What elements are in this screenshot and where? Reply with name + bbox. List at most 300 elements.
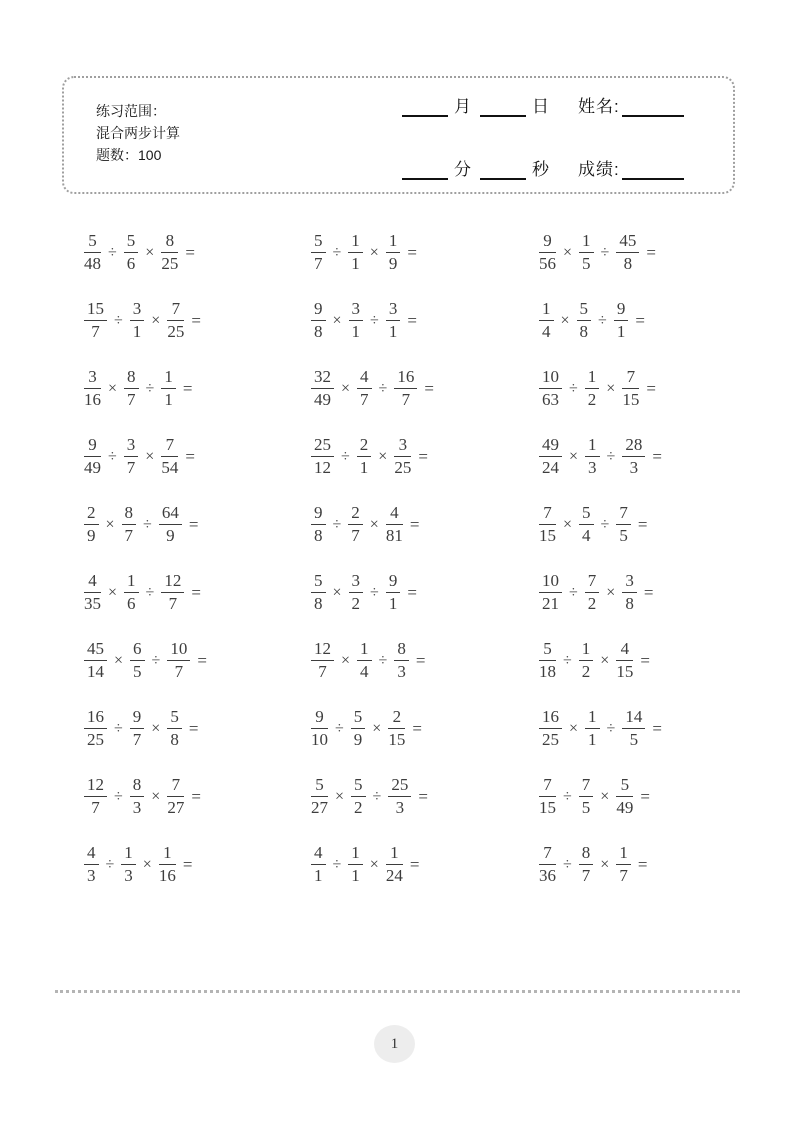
multiply-operator: × (372, 720, 382, 737)
denominator: 7 (581, 865, 591, 885)
multiply-operator: × (151, 788, 161, 805)
fraction (539, 775, 556, 816)
denominator: 16 (158, 865, 176, 885)
fraction (579, 231, 594, 272)
fraction (161, 231, 178, 272)
problem (539, 503, 724, 544)
divide-operator: ÷ (332, 244, 342, 261)
multiply-operator: × (560, 312, 570, 329)
denominator: 8 (314, 321, 323, 341)
divide-operator: ÷ (563, 856, 572, 873)
denominator: 27 (167, 797, 185, 817)
problem (539, 231, 724, 272)
divide-operator: ÷ (378, 652, 388, 669)
denominator: 16 (84, 389, 101, 409)
equals-sign: = (407, 583, 417, 602)
numerator: 5 (579, 503, 594, 524)
fraction (579, 843, 594, 884)
denominator: 24 (385, 865, 403, 885)
divide-operator: ÷ (598, 312, 607, 329)
divide-operator: ÷ (332, 516, 342, 533)
equals-sign: = (182, 379, 193, 398)
denominator: 27 (311, 797, 328, 817)
denominator: 8 (579, 321, 589, 341)
denominator: 1 (164, 389, 173, 409)
fraction (388, 707, 405, 748)
fraction (130, 299, 145, 340)
fraction (124, 435, 139, 476)
problem (311, 435, 539, 476)
equals-sign: = (409, 855, 420, 874)
fraction (579, 503, 594, 544)
numerator: 5 (167, 707, 182, 728)
numerator: 9 (311, 707, 328, 728)
numerator: 5 (539, 639, 556, 660)
fraction (394, 367, 417, 408)
fraction (84, 231, 101, 272)
fraction (159, 843, 176, 884)
page-number: 1 (390, 1035, 399, 1052)
fraction (386, 231, 401, 272)
problem (84, 299, 311, 340)
numerator: 7 (539, 775, 556, 796)
numerator: 3 (130, 299, 145, 320)
numerator: 1 (121, 843, 136, 864)
divide-operator: ÷ (332, 856, 342, 873)
denominator: 25 (394, 457, 412, 477)
numerator: 7 (167, 775, 184, 796)
denominator: 10 (311, 729, 328, 749)
denominator: 1 (351, 321, 361, 341)
numerator: 10 (539, 571, 562, 592)
multiply-operator: × (369, 244, 379, 261)
fraction (539, 503, 556, 544)
denominator: 7 (91, 797, 100, 817)
fraction (161, 571, 184, 612)
divide-operator: ÷ (606, 448, 616, 465)
fraction (539, 639, 556, 680)
fraction (357, 367, 372, 408)
numerator: 1 (585, 707, 600, 728)
denominator: 4 (542, 321, 551, 341)
fraction (539, 367, 562, 408)
divide-operator: ÷ (143, 516, 152, 533)
problem (539, 435, 724, 476)
problem (539, 571, 724, 612)
divide-operator: ÷ (569, 380, 578, 397)
equals-sign: = (424, 379, 434, 398)
fraction (84, 639, 107, 680)
fraction (130, 707, 145, 748)
denominator: 25 (167, 321, 185, 341)
fraction (622, 435, 645, 476)
numerator: 5 (577, 299, 592, 320)
fraction (124, 231, 139, 272)
numerator: 12 (84, 775, 107, 796)
divide-operator: ÷ (341, 448, 350, 465)
numerator: 5 (311, 775, 328, 796)
numerator: 3 (622, 571, 637, 592)
numerator: 8 (579, 843, 594, 864)
denominator: 3 (87, 865, 96, 885)
multiply-operator: × (369, 516, 379, 533)
fraction (121, 843, 136, 884)
exercise-range-value: 混合两步计算 (96, 125, 180, 141)
divide-operator: ÷ (114, 720, 123, 737)
fraction (311, 299, 326, 340)
numerator: 5 (351, 707, 366, 728)
problem (84, 639, 311, 680)
fraction (349, 571, 364, 612)
numerator: 7 (161, 435, 178, 456)
fraction (616, 503, 631, 544)
multiply-operator: × (600, 788, 610, 805)
denominator: 6 (126, 253, 136, 273)
minute-label: 分 (454, 160, 472, 179)
numerator: 64 (159, 503, 182, 524)
numerator: 2 (357, 435, 372, 456)
divide-operator: ÷ (105, 856, 115, 873)
fraction (579, 639, 594, 680)
multiply-operator: × (563, 244, 573, 261)
fraction (539, 231, 556, 272)
denominator: 1 (388, 593, 398, 613)
numerator: 5 (84, 231, 101, 252)
fraction (167, 299, 184, 340)
denominator: 3 (395, 797, 405, 817)
denominator: 48 (84, 253, 101, 273)
numerator: 12 (161, 571, 184, 592)
numerator: 10 (167, 639, 190, 660)
fraction (311, 639, 334, 680)
denominator: 3 (124, 865, 133, 885)
fraction (539, 843, 556, 884)
fraction (167, 775, 184, 816)
equals-sign: = (646, 243, 656, 262)
month-label: 月 (454, 97, 472, 116)
divide-operator: ÷ (370, 312, 379, 329)
multiply-operator: × (105, 516, 115, 533)
numerator: 3 (386, 299, 401, 320)
score-blank (622, 163, 684, 180)
denominator: 7 (318, 661, 327, 681)
question-count: 题数：100 (96, 147, 162, 163)
fraction (348, 503, 363, 544)
fraction (585, 707, 600, 748)
fraction (348, 231, 363, 272)
numerator: 1 (585, 367, 600, 388)
fraction (84, 367, 101, 408)
multiply-operator: × (606, 380, 616, 397)
problem (84, 367, 311, 408)
fraction (394, 435, 411, 476)
numerator: 1 (348, 231, 363, 252)
denominator: 7 (351, 525, 360, 545)
fraction (311, 231, 326, 272)
numerator: 5 (311, 231, 326, 252)
denominator: 9 (353, 729, 363, 749)
fraction (614, 299, 629, 340)
second-label: 秒 (532, 160, 550, 179)
numerator: 2 (388, 707, 405, 728)
multiply-operator: × (332, 584, 342, 601)
denominator: 18 (539, 661, 556, 681)
fraction (124, 367, 139, 408)
equals-sign: = (407, 243, 417, 262)
equals-sign: = (635, 311, 645, 330)
denominator: 7 (91, 321, 100, 341)
equals-sign: = (646, 379, 656, 398)
problems-grid (84, 218, 724, 898)
fraction (394, 639, 409, 680)
multiply-operator: × (114, 652, 124, 669)
denominator: 3 (132, 797, 142, 817)
divide-operator: ÷ (569, 584, 578, 601)
denominator: 49 (616, 797, 634, 817)
denominator: 1 (351, 865, 360, 885)
numerator: 4 (357, 367, 372, 388)
fraction (616, 843, 631, 884)
numerator: 10 (539, 367, 562, 388)
fraction (585, 367, 600, 408)
denominator: 3 (588, 457, 597, 477)
denominator: 2 (581, 661, 591, 681)
denominator: 2 (587, 593, 597, 613)
divide-operator: ÷ (606, 720, 616, 737)
multiply-operator: × (378, 448, 388, 465)
time-score-row (402, 155, 722, 180)
denominator: 2 (587, 389, 597, 409)
divide-operator: ÷ (151, 652, 161, 669)
multiply-operator: × (108, 380, 118, 397)
problem (539, 775, 724, 816)
denominator: 7 (401, 389, 411, 409)
fraction (84, 843, 99, 884)
denominator: 8 (625, 593, 634, 613)
problem (311, 503, 539, 544)
fraction (622, 571, 637, 612)
numerator: 9 (311, 299, 326, 320)
numerator: 5 (351, 775, 366, 796)
second-blank (480, 163, 526, 180)
fraction (84, 299, 107, 340)
denominator: 24 (542, 457, 559, 477)
multiply-operator: × (142, 856, 152, 873)
problem (539, 707, 724, 748)
multiply-operator: × (145, 448, 155, 465)
equals-sign: = (409, 515, 420, 534)
divide-operator: ÷ (335, 720, 344, 737)
denominator: 7 (360, 389, 369, 409)
fraction (311, 435, 334, 476)
divide-operator: ÷ (108, 244, 117, 261)
fraction (386, 571, 401, 612)
denominator: 2 (354, 797, 363, 817)
date-name-row (402, 92, 722, 117)
fraction (577, 299, 592, 340)
denominator: 5 (619, 525, 628, 545)
fraction (579, 775, 594, 816)
problem (84, 707, 311, 748)
exercise-info (96, 100, 180, 166)
numerator: 5 (311, 571, 326, 592)
multiply-operator: × (332, 312, 342, 329)
equals-sign: = (637, 855, 648, 874)
numerator: 7 (622, 367, 639, 388)
fraction (124, 571, 139, 612)
problem (84, 503, 311, 544)
denominator: 7 (126, 457, 136, 477)
equals-sign: = (652, 447, 662, 466)
numerator: 15 (84, 299, 107, 320)
numerator: 1 (539, 299, 554, 320)
fraction (311, 571, 326, 612)
denominator: 56 (539, 253, 556, 273)
multiply-operator: × (569, 720, 579, 737)
denominator: 4 (360, 661, 369, 681)
denominator: 7 (619, 865, 628, 885)
equals-sign: = (191, 583, 201, 602)
fraction (311, 367, 334, 408)
equals-sign: = (640, 651, 650, 670)
numerator: 1 (579, 231, 594, 252)
denominator: 15 (622, 389, 640, 409)
fraction (585, 435, 600, 476)
multiply-operator: × (569, 448, 579, 465)
numerator: 45 (616, 231, 639, 252)
fraction (386, 299, 401, 340)
problem (539, 367, 724, 408)
denominator: 21 (542, 593, 559, 613)
numerator: 1 (161, 367, 176, 388)
fraction (311, 843, 326, 884)
equals-sign: = (407, 311, 417, 330)
numerator: 7 (167, 299, 184, 320)
denominator: 8 (314, 525, 323, 545)
fraction (616, 775, 633, 816)
divide-operator: ÷ (563, 788, 572, 805)
numerator: 4 (616, 639, 633, 660)
divide-operator: ÷ (114, 788, 123, 805)
numerator: 4 (84, 571, 101, 592)
fraction (539, 707, 562, 748)
denominator: 15 (539, 797, 556, 817)
numerator: 6 (130, 639, 145, 660)
fraction (349, 299, 364, 340)
denominator: 9 (87, 525, 96, 545)
numerator: 7 (579, 775, 594, 796)
page-number-badge (374, 1025, 415, 1063)
multiply-operator: × (600, 856, 610, 873)
fraction (616, 639, 633, 680)
problem (311, 843, 539, 884)
denominator: 6 (127, 593, 136, 613)
numerator: 3 (124, 435, 139, 456)
denominator: 81 (385, 525, 403, 545)
denominator: 25 (542, 729, 559, 749)
numerator: 7 (616, 503, 631, 524)
numerator: 1 (386, 231, 401, 252)
fraction (585, 571, 600, 612)
numerator: 8 (394, 639, 409, 660)
numerator: 7 (539, 503, 556, 524)
denominator: 7 (124, 525, 134, 545)
day-blank (480, 100, 526, 117)
denominator: 7 (314, 253, 323, 273)
name-blank (622, 100, 684, 117)
numerator: 4 (311, 843, 326, 864)
equals-sign: = (188, 719, 199, 738)
numerator: 16 (394, 367, 417, 388)
problem (311, 299, 539, 340)
equals-sign: = (415, 651, 426, 670)
numerator: 1 (579, 639, 594, 660)
divide-operator: ÷ (145, 380, 155, 397)
numerator: 3 (394, 435, 411, 456)
fraction (351, 707, 366, 748)
problem (84, 775, 311, 816)
problem (311, 707, 539, 748)
denominator: 1 (132, 321, 142, 341)
denominator: 14 (87, 661, 104, 681)
denominator: 9 (388, 253, 398, 273)
denominator: 3 (629, 457, 639, 477)
problem (539, 843, 724, 884)
multiply-operator: × (600, 652, 610, 669)
fraction (122, 503, 137, 544)
denominator: 63 (542, 389, 559, 409)
equals-sign: = (643, 583, 654, 602)
fraction (539, 299, 554, 340)
denominator: 25 (161, 253, 179, 273)
numerator: 1 (357, 639, 372, 660)
denominator: 36 (539, 865, 556, 885)
numerator: 3 (349, 571, 364, 592)
fraction (386, 843, 403, 884)
multiply-operator: × (606, 584, 616, 601)
fraction (357, 639, 372, 680)
equals-sign: = (418, 447, 428, 466)
fraction (84, 571, 101, 612)
numerator: 49 (539, 435, 562, 456)
denominator: 7 (168, 593, 178, 613)
fill-in-fields (402, 92, 722, 180)
fraction (130, 639, 145, 680)
denominator: 7 (174, 661, 184, 681)
denominator: 1 (588, 729, 597, 749)
fraction (84, 775, 107, 816)
denominator: 2 (351, 593, 361, 613)
fraction (159, 503, 182, 544)
numerator: 9 (539, 231, 556, 252)
denominator: 7 (127, 389, 136, 409)
numerator: 16 (84, 707, 107, 728)
numerator: 1 (585, 435, 600, 456)
equals-sign: = (418, 787, 428, 806)
multiply-operator: × (151, 720, 161, 737)
numerator: 2 (84, 503, 99, 524)
numerator: 9 (84, 435, 101, 456)
equals-sign: = (185, 243, 195, 262)
divide-operator: ÷ (378, 380, 388, 397)
denominator: 1 (351, 253, 360, 273)
equals-sign: = (640, 787, 650, 806)
numerator: 8 (124, 367, 139, 388)
numerator: 16 (539, 707, 562, 728)
problem (84, 843, 311, 884)
fraction (167, 639, 190, 680)
name-label: 姓名: (578, 97, 620, 116)
